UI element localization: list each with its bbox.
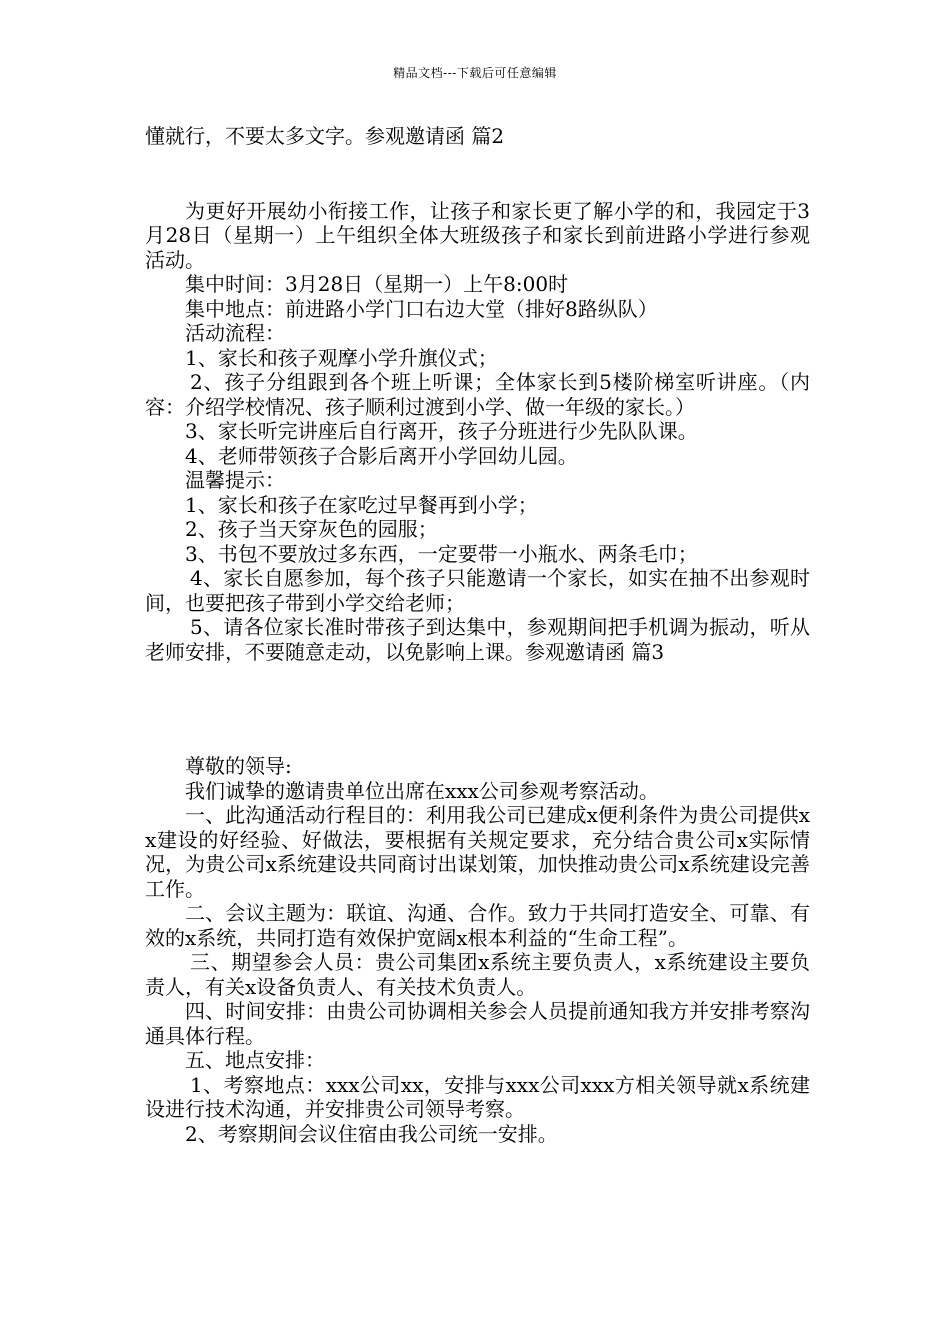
flow-item: 4、老师带领孩子合影后离开小学回幼儿园。 bbox=[185, 443, 578, 468]
spacer bbox=[145, 664, 810, 754]
salutation: 尊敬的领导: bbox=[185, 754, 292, 778]
arrangement-item: 四、时间安排：由贵公司协调相关参会人员提前通知我方并安排考察沟通具体行程。 bbox=[145, 999, 810, 1048]
tip-item: 5、请各位家长准时带孩子到达集中，参观期间把手机调为振动，听从老师安排，不要随意走动，以免影响上课。参观邀请函 篇3 bbox=[145, 615, 810, 664]
opening-line: 我们诚挚的邀请贵单位出席在xxx公司参观考察活动。 bbox=[185, 778, 659, 803]
arrangement-item: 2、考察期间会议住宿由我公司统一安排。 bbox=[185, 1121, 558, 1146]
gathering-place: 集中地点：前进路小学门口右边大堂（排好8路纵队） bbox=[185, 296, 658, 321]
tip-item: 4、家长自愿参加，每个孩子只能邀请一个家长，如实在抽不出参观时间，也要把孩子带到小学交给老师； bbox=[145, 566, 810, 615]
arrangement-item: 1、考察地点：xxx公司xx，安排与xxx公司xxx方相关领导就x系统建设进行技术沟通，并安排贵公司领导考察。 bbox=[145, 1072, 810, 1121]
tip-item: 1、家长和孩子在家吃过早餐再到小学； bbox=[185, 492, 538, 517]
flow-title: 活动流程： bbox=[185, 321, 285, 345]
spacer bbox=[145, 149, 810, 199]
tip-item: 3、书包不要放过多东西，一定要带一小瓶水、两条毛巾； bbox=[185, 541, 698, 566]
section2-lead: 懂就行，不要太多文字。参观邀请函 篇2 bbox=[145, 124, 505, 148]
page-header: 精品文档---下载后可任意编辑 bbox=[393, 66, 557, 80]
arrangement-item: 一、此沟通活动行程目的：利用我公司已建成x便利条件为贵公司提供xx建设的好经验、好做法，要根据有关规定要求，充分结合贵公司x实际情况，为贵公司x系统建设共同商讨出谋划策，加快推动贵公司x系统建设完善工作。 bbox=[145, 803, 810, 901]
flow-item: 2、孩子分组跟到各个班上听课；全体家长到5楼阶梯室听讲座。（内容：介绍学校情况、孩子顺利过渡到小学、做一年级的家长。） bbox=[145, 370, 810, 419]
document-body bbox=[145, 124, 810, 1146]
tips-title: 温馨提示： bbox=[185, 468, 285, 492]
tip-item: 2、孩子当天穿灰色的园服； bbox=[185, 517, 438, 541]
arrangement-item: 三、期望参会人员：贵公司集团x系统主要负责人，x系统建设主要负责人，有关x设备负责人、有关技术负责人。 bbox=[145, 950, 810, 999]
arrangement-item: 五、地点安排： bbox=[185, 1048, 325, 1072]
gathering-time: 集中时间：3月28日（星期一）上午8:00时 bbox=[185, 272, 569, 296]
flow-item: 1、家长和孩子观摩小学升旗仪式； bbox=[185, 345, 498, 370]
arrangement-item: 二、会议主题为：联谊、沟通、合作。致力于共同打造安全、可靠、有效的x系统，共同打造有效保护宽阔x根本利益的“生命工程”。 bbox=[145, 901, 810, 950]
section2-intro: 为更好开展幼小衔接工作，让孩子和家长更了解小学的和，我园定于3月28日（星期一）上午组织全体大班级孩子和家长到前进路小学进行参观活动。 bbox=[145, 198, 810, 272]
flow-item: 3、家长听完讲座后自行离开，孩子分班进行少先队队课。 bbox=[185, 419, 698, 443]
